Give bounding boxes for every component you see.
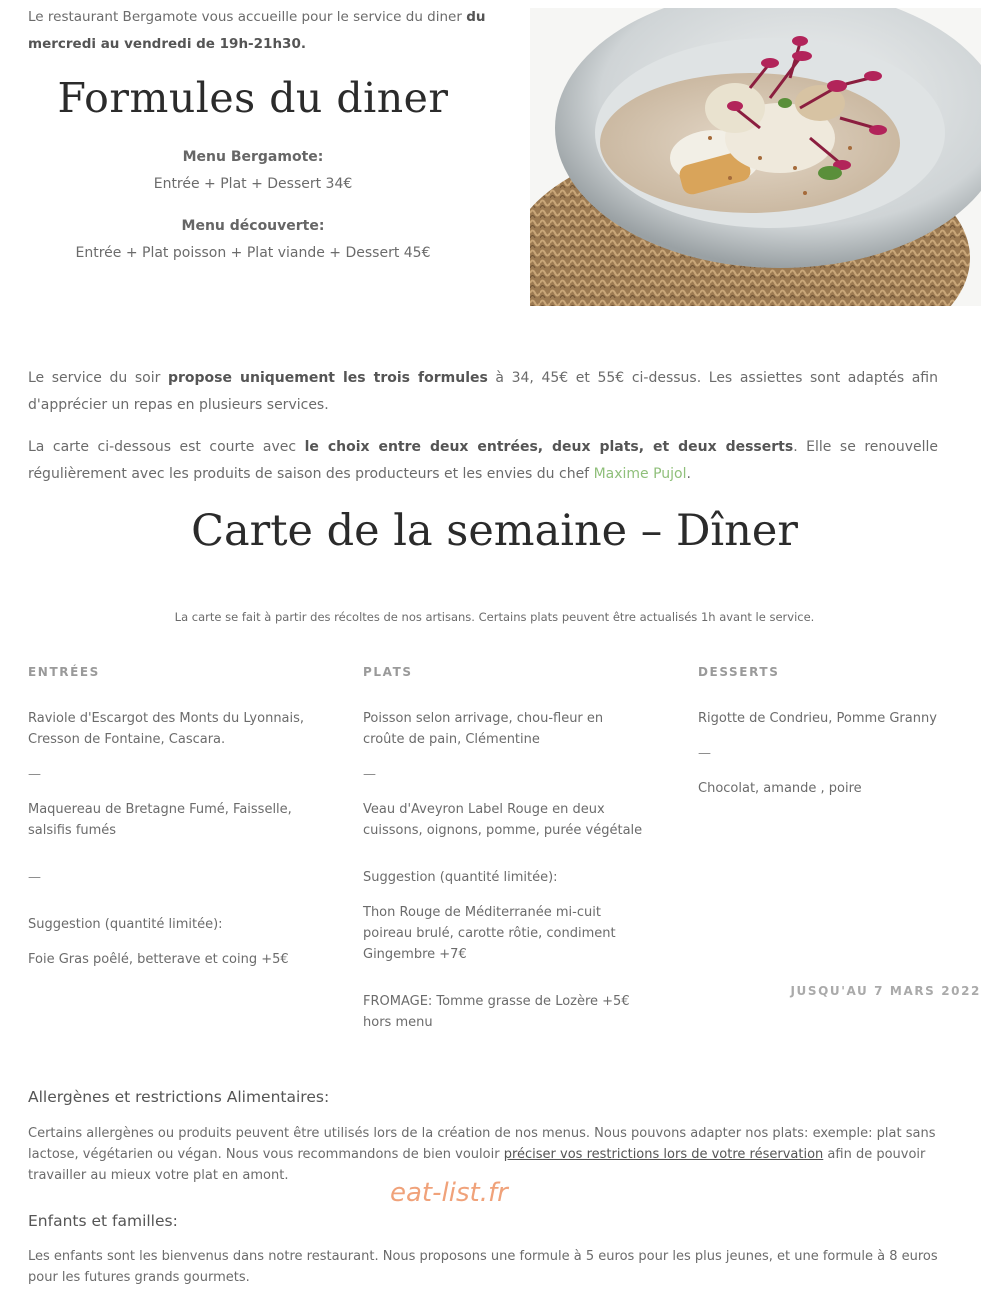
plats-column (363, 662, 643, 1047)
separator: — (363, 767, 376, 782)
separator: — (28, 767, 41, 782)
allergenes-text (28, 1123, 960, 1186)
menu-decouverte (28, 213, 478, 267)
menu-bergamote (28, 144, 478, 198)
menu-content: Entrée + Plat + Dessert 34€ (153, 176, 353, 192)
plat-item: Thon Rouge de Méditerranée mi-cuit poireau brulé, carotte rôtie, condiment Gingembre +7€ (363, 905, 616, 962)
carte-text-2: . Elle se renouvelle régulièrement avec les produits de saison des producteurs et les envies du chef (28, 439, 938, 482)
watermark: eat-list.fr (390, 1178, 508, 1208)
menu-name: Menu découverte: (181, 218, 325, 234)
service-text-1: Le service du soir (28, 370, 168, 386)
carte-note: La carte se fait à partir des récoltes de nos artisans. Certains plats peuvent être actualisés 1h avant le service. (174, 610, 815, 624)
plat-item: Poisson selon arrivage, chou-fleur en croûte de pain, Clémentine (363, 711, 604, 747)
enfants-title: Enfants et familles: (28, 1212, 178, 1230)
desserts-heading: DESSERTS (698, 665, 780, 679)
chef-link[interactable]: Maxime Pujol (593, 466, 687, 482)
plated-dish-photo (530, 8, 981, 306)
allergenes-title: Allergènes et restrictions Alimentaires: (28, 1088, 330, 1106)
carte-text-3: . (686, 466, 691, 482)
entrees-column (28, 662, 318, 984)
intro-text (28, 4, 498, 58)
reservation-restrictions-link[interactable]: préciser vos restrictions lors de votre réservation (503, 1147, 824, 1162)
carte-text-1: La carte ci-dessous est courte avec (28, 439, 305, 455)
plated-dish-image (530, 8, 981, 306)
entree-suggestion-label: Suggestion (quantité limitée): (28, 917, 223, 932)
separator: — (28, 870, 41, 885)
plats-heading: PLATS (363, 665, 413, 679)
allergenes-text-2: afin de pouvoir travailler au mieux votre plat en amont. (28, 1147, 926, 1183)
service-text-2: à 34, 45€ et 55€ ci-dessus. Les assiettes sont adaptés afin d'apprécier un repas en plusieurs services. (28, 370, 938, 413)
enfants-text: Les enfants sont les bienvenus dans notre restaurant. Nous proposons une formule à 5 euros pour les plus jeunes, et une formule à 8 euros pour les futures grands gourmets. (28, 1249, 938, 1285)
separator: — (698, 746, 711, 761)
dessert-item: Chocolat, amande , poire (698, 781, 862, 796)
fromage-item: FROMAGE: Tomme grasse de Lozère +5€ hors menu (363, 994, 630, 1030)
plat-suggestion-label: Suggestion (quantité limitée): (363, 870, 558, 885)
menu-content: Entrée + Plat poisson + Plat viande + Dessert 45€ (75, 245, 431, 261)
allergenes-text-1: Certains allergènes ou produits peuvent être utilisés lors de la création de nos menus. Nous pouvons adapter nos plats: exemple: plat sans lactose, végétarien ou végan. Nous vous recommandons de bien vouloir (28, 1126, 936, 1162)
menu-validity-date: JUSQU'AU 7 MARS 2022 (790, 984, 981, 998)
menu-name: Menu Bergamote: (182, 149, 324, 165)
formules-title: Formules du diner (57, 74, 449, 122)
dessert-item: Rigotte de Condrieu, Pomme Granny (698, 711, 937, 726)
plat-item: Veau d'Aveyron Label Rouge en deux cuissons, oignons, pomme, purée végétale (363, 802, 643, 838)
service-text-bold: propose uniquement les trois formules (167, 370, 488, 386)
service-paragraph (28, 365, 938, 419)
entree-item: Raviole d'Escargot des Monts du Lyonnais, Cresson de Fontaine, Cascara. (28, 711, 305, 747)
intro-text-regular: Le restaurant Bergamote vous accueille pour le service du diner (28, 9, 467, 25)
entrees-heading: ENTRÉES (28, 665, 100, 679)
carte-text-bold: le choix entre deux entrées, deux plats, et deux desserts (304, 439, 794, 455)
carte-paragraph (28, 434, 938, 488)
entree-item: Maquereau de Bretagne Fumé, Faisselle, salsifis fumés (28, 802, 292, 838)
carte-title: Carte de la semaine – Dîner (191, 506, 798, 556)
desserts-column (698, 662, 988, 813)
entree-item: Foie Gras poêlé, betterave et coing +5€ (28, 952, 289, 967)
intro-text-hours: du mercredi au vendredi de 19h-21h30. (28, 9, 486, 52)
